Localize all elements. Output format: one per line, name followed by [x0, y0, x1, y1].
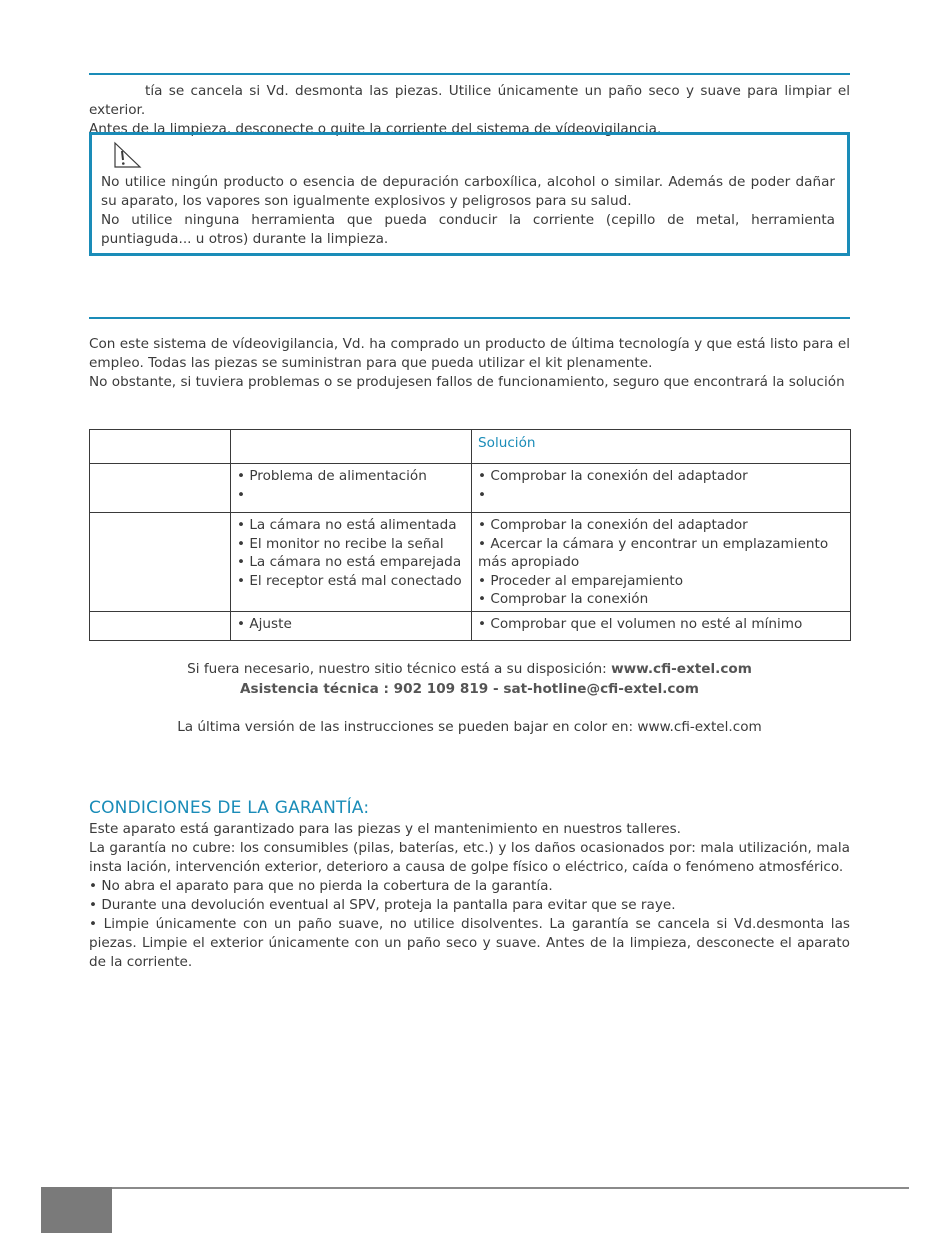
header-cause — [231, 430, 472, 464]
warning-paragraph-2: No utilice ninguna herramienta que pueda conducir la corriente (cepillo de metal, herramienta puntiaguda... u otros) durante la limpieza. — [101, 212, 835, 247]
warning-triangle-icon — [112, 141, 142, 169]
table-cell-causes — [231, 464, 472, 513]
table-header-row — [90, 430, 851, 464]
table-cell-problem — [90, 513, 231, 612]
section-divider-middle — [89, 317, 850, 319]
intro-paragraph — [89, 335, 850, 392]
cleaning-line-2: Antes de la limpieza, desconecte o quite la corriente del sistema de vídeovigilancia. — [89, 121, 662, 137]
footer-rule — [41, 1187, 909, 1189]
cause-item: • La cámara no está alimentada — [237, 517, 457, 533]
troubleshooting-table — [89, 429, 851, 641]
support-text: Si fuera necesario, nuestro sitio técnico está a su disposición: — [187, 661, 612, 677]
solution-item: • Comprobar la conexión del adaptador — [478, 468, 748, 484]
solution-item: • Comprobar la conexión del adaptador — [478, 517, 748, 533]
warranty-paragraph: Este aparato está garantizado para las piezas y el mantenimiento en nuestros talleres. — [89, 821, 681, 837]
support-website-link[interactable]: www.cfi-extel.com — [611, 661, 752, 677]
cause-item: • Problema de alimentación — [237, 468, 427, 484]
solution-item: • Acercar la cámara y encontrar un emplazamiento más apropiado — [478, 535, 829, 571]
table-row — [90, 513, 851, 612]
warranty-paragraph: La garantía no cubre: los consumibles (pilas, baterías, etc.) y los daños ocasionados por: mala utilización, mala insta lación, intervención exterior, deterioro a causa de golpe físico o eléctrico, caída o fenómeno atmosférico. — [89, 840, 850, 875]
cleaning-line-1: tía se cancela si Vd. desmonta las piezas. Utilice únicamente un paño seco y suave para limpiar el exterior. — [89, 83, 850, 118]
table-row — [90, 612, 851, 641]
cleaning-paragraph — [89, 82, 850, 139]
warranty-heading: CONDICIONES DE LA GARANTÍA: — [89, 798, 370, 818]
cause-item: • — [237, 486, 246, 503]
intro-line-1: Con este sistema de vídeovigilancia, Vd. ha comprado un producto de última tecnología y que está listo para el empleo. Todas las piezas se suministran para que pueda utilizar el kit plenamente. — [89, 336, 850, 371]
table-cell-causes — [231, 612, 472, 641]
cause-item: • La cámara no está emparejada — [237, 554, 462, 571]
warning-paragraph-1: No utilice ningún producto o esencia de depuración carboxílica, alcohol o similar. Además de poder dañar su aparato, los vapores son igualmente explosivos y peligrosos para su salud. — [101, 174, 835, 209]
solution-item: • Comprobar que el volumen no esté al mínimo — [478, 616, 803, 632]
warning-box — [89, 132, 850, 256]
warning-text — [101, 173, 835, 249]
table-cell-solutions — [472, 464, 851, 513]
table-row — [90, 464, 851, 513]
support-hotline: Asistencia técnica : 902 109 819 - sat-hotline@cfi-extel.com — [240, 681, 699, 697]
download-instructions-note: La última versión de las instrucciones se pueden bajar en color en: www.cfi-extel.com — [177, 719, 762, 735]
warranty-bullet: • No abra el aparato para que no pierda la cobertura de la garantía. — [89, 878, 553, 894]
cause-item: • El monitor no recibe la señal — [237, 535, 444, 552]
footer-page-tab — [41, 1187, 112, 1233]
header-problem — [90, 430, 231, 464]
table-cell-problem — [90, 612, 231, 641]
table-cell-solutions — [472, 513, 851, 612]
cause-item: • Ajuste — [237, 616, 292, 632]
solution-item: • — [478, 486, 487, 503]
solution-item: • Comprobar la conexión — [478, 591, 649, 608]
warranty-bullet: • Durante una devolución eventual al SPV, proteja la pantalla para evitar que se raye. — [89, 897, 676, 913]
warranty-bullet: • Limpie únicamente con un paño suave, no utilice disolventes. La garantía se cancela si Vd.desmonta las piezas. Limpie el exterior únicamente con un paño seco y suave. Antes de la limpieza, desconecte el aparato de la corriente. — [89, 916, 850, 970]
table-cell-causes — [231, 513, 472, 612]
cause-item: • El receptor está mal conectado — [237, 572, 462, 589]
table-cell-solutions — [472, 612, 851, 641]
warranty-body — [89, 820, 850, 972]
header-solution: Solución — [472, 430, 851, 464]
table-cell-problem — [90, 464, 231, 513]
support-line-1 — [89, 660, 850, 679]
solution-item: • Proceder al emparejamiento — [478, 572, 684, 589]
section-divider-top — [89, 73, 850, 75]
intro-line-2: No obstante, si tuviera problemas o se produjesen fallos de funcionamiento, seguro que encontrará la solución — [89, 374, 845, 390]
